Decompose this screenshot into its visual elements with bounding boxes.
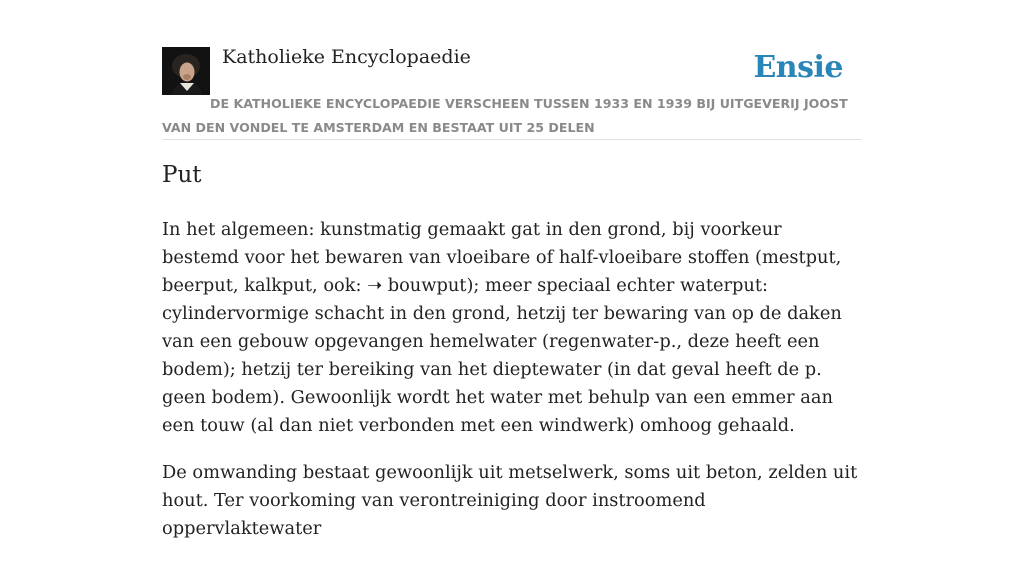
site-title[interactable]: Katholieke Encyclopaedie bbox=[222, 46, 471, 68]
article-body bbox=[162, 216, 862, 562]
article-paragraph: De omwanding bestaat gewoonlijk uit metselwerk, soms uit beton, zelden uit hout. Ter voorkoming van verontreiniging door instroomend oppervlaktewater bbox=[162, 462, 858, 539]
brand-logo[interactable]: Ensie bbox=[753, 50, 843, 85]
article-paragraph: In het algemeen: kunstmatig gemaakt gat in den grond, bij voorkeur bestemd voor het bewaren van vloeibare of half-vloeibare stoffen (mestput, beerput, kalkput, ook: ➝ bouwput); meer speciaal echter waterput: cylindervormige schacht in den grond, hetzij ter bewaring van op de daken van een gebouw opgevangen hemelwater (regenwater-p., deze heeft een bodem); hetzij ter bereiking van het dieptewater (in dat geval heeft de p. geen bodem). Gewoonlijk wordt het water met behulp van een emmer aan een touw (al dan niet verbonden met een windwerk) omhoog gehaald. bbox=[162, 219, 842, 436]
site-header bbox=[162, 44, 862, 140]
site-tagline: DE KATHOLIEKE ENCYCLOPAEDIE VERSCHEEN TUSSEN 1933 EN 1939 BIJ UITGEVERIJ JOOST VAN DEN VONDEL TE AMSTERDAM EN BESTAAT UIT 25 DELEN bbox=[162, 96, 848, 135]
article-title: Put bbox=[162, 162, 202, 188]
portrait-icon[interactable] bbox=[162, 47, 210, 95]
